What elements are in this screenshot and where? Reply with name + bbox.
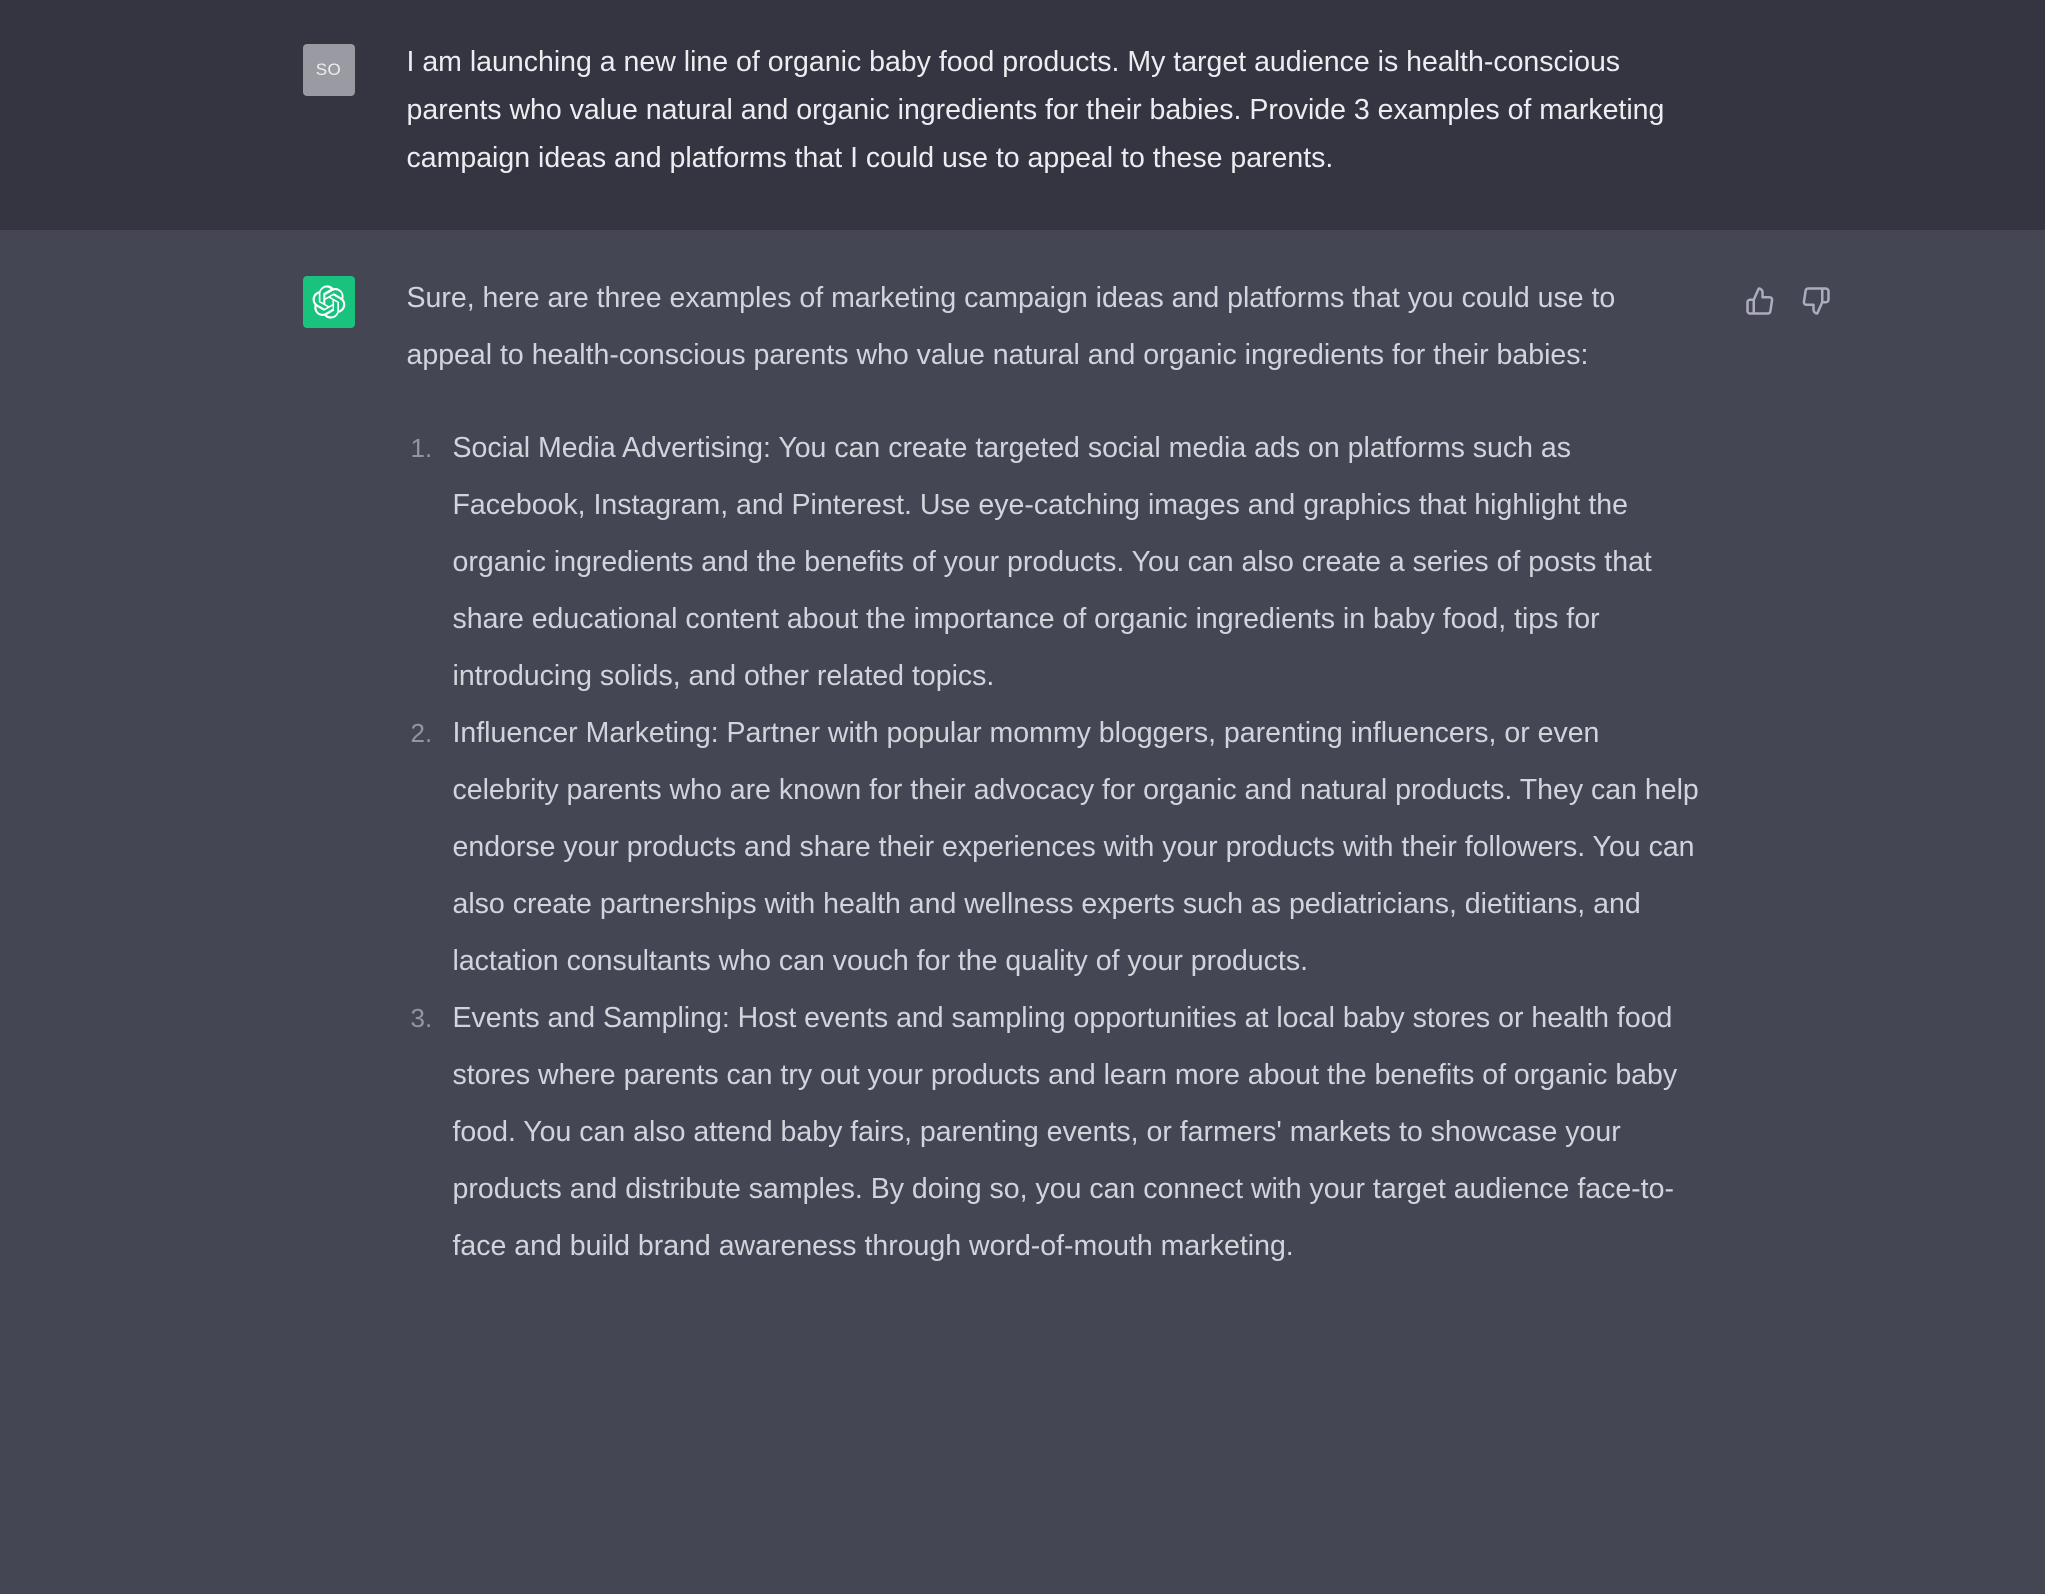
- assistant-avatar: [303, 276, 355, 328]
- user-message-turn: [0, 0, 2045, 230]
- thumbs-down-button[interactable]: [1799, 284, 1833, 318]
- list-item: Events and Sampling: Host events and sampling opportunities at local baby stores or health food stores where parents can try out your products and learn more about the benefits of organic baby food. You can also attend baby fairs, parenting events, or farmers' markets to showcase your products and distribute samples. By doing so, you can connect with your target audience face-to-face and build brand awareness through word-of-mouth marketing.: [452, 1002, 1678, 1262]
- thumbs-up-button[interactable]: [1743, 284, 1777, 318]
- list-item: Influencer Marketing: Partner with popular mommy bloggers, parenting influencers, or even celebrity parents who are known for their advocacy for organic and natural products. They can help endorse your products and share their experiences with your products with their followers. You can also create partnerships with health and wellness experts such as pediatricians, dietitians, and lactation consultants who can vouch for the quality of your products.: [452, 717, 1699, 977]
- openai-logo-icon: [312, 285, 346, 319]
- user-message-text: I am launching a new line of organic baby food products. My target audience is health-conscious parents who value natural and organic ingredients for their babies. Provide 3 examples of marketing campaign ideas and platforms that I could use to appeal to these parents.: [406, 46, 1673, 174]
- thumbs-up-icon: [1745, 286, 1775, 316]
- feedback-controls: [1743, 284, 1833, 318]
- thumbs-down-icon: [1801, 286, 1831, 316]
- user-avatar: SO: [303, 44, 355, 96]
- assistant-intro-text: Sure, here are three examples of marketing campaign ideas and platforms that you could use to appeal to health-conscious parents who value natural and organic ingredients for their babies:: [406, 282, 1616, 371]
- assistant-answer-list: [407, 420, 1707, 1275]
- user-message-row: [113, 38, 1933, 182]
- assistant-message-body: [407, 270, 1707, 1275]
- assistant-message-row: [113, 270, 1933, 1275]
- list-item: Social Media Advertising: You can create targeted social media ads on platforms such as Facebook, Instagram, and Pinterest. Use eye-catching images and graphics that highlight the organic ingredients and the benefits of your products. You can also create a series of posts that share educational content about the importance of organic ingredients in baby food, tips for introducing solids, and other related topics.: [452, 432, 1652, 692]
- assistant-message-turn: [0, 230, 2045, 1594]
